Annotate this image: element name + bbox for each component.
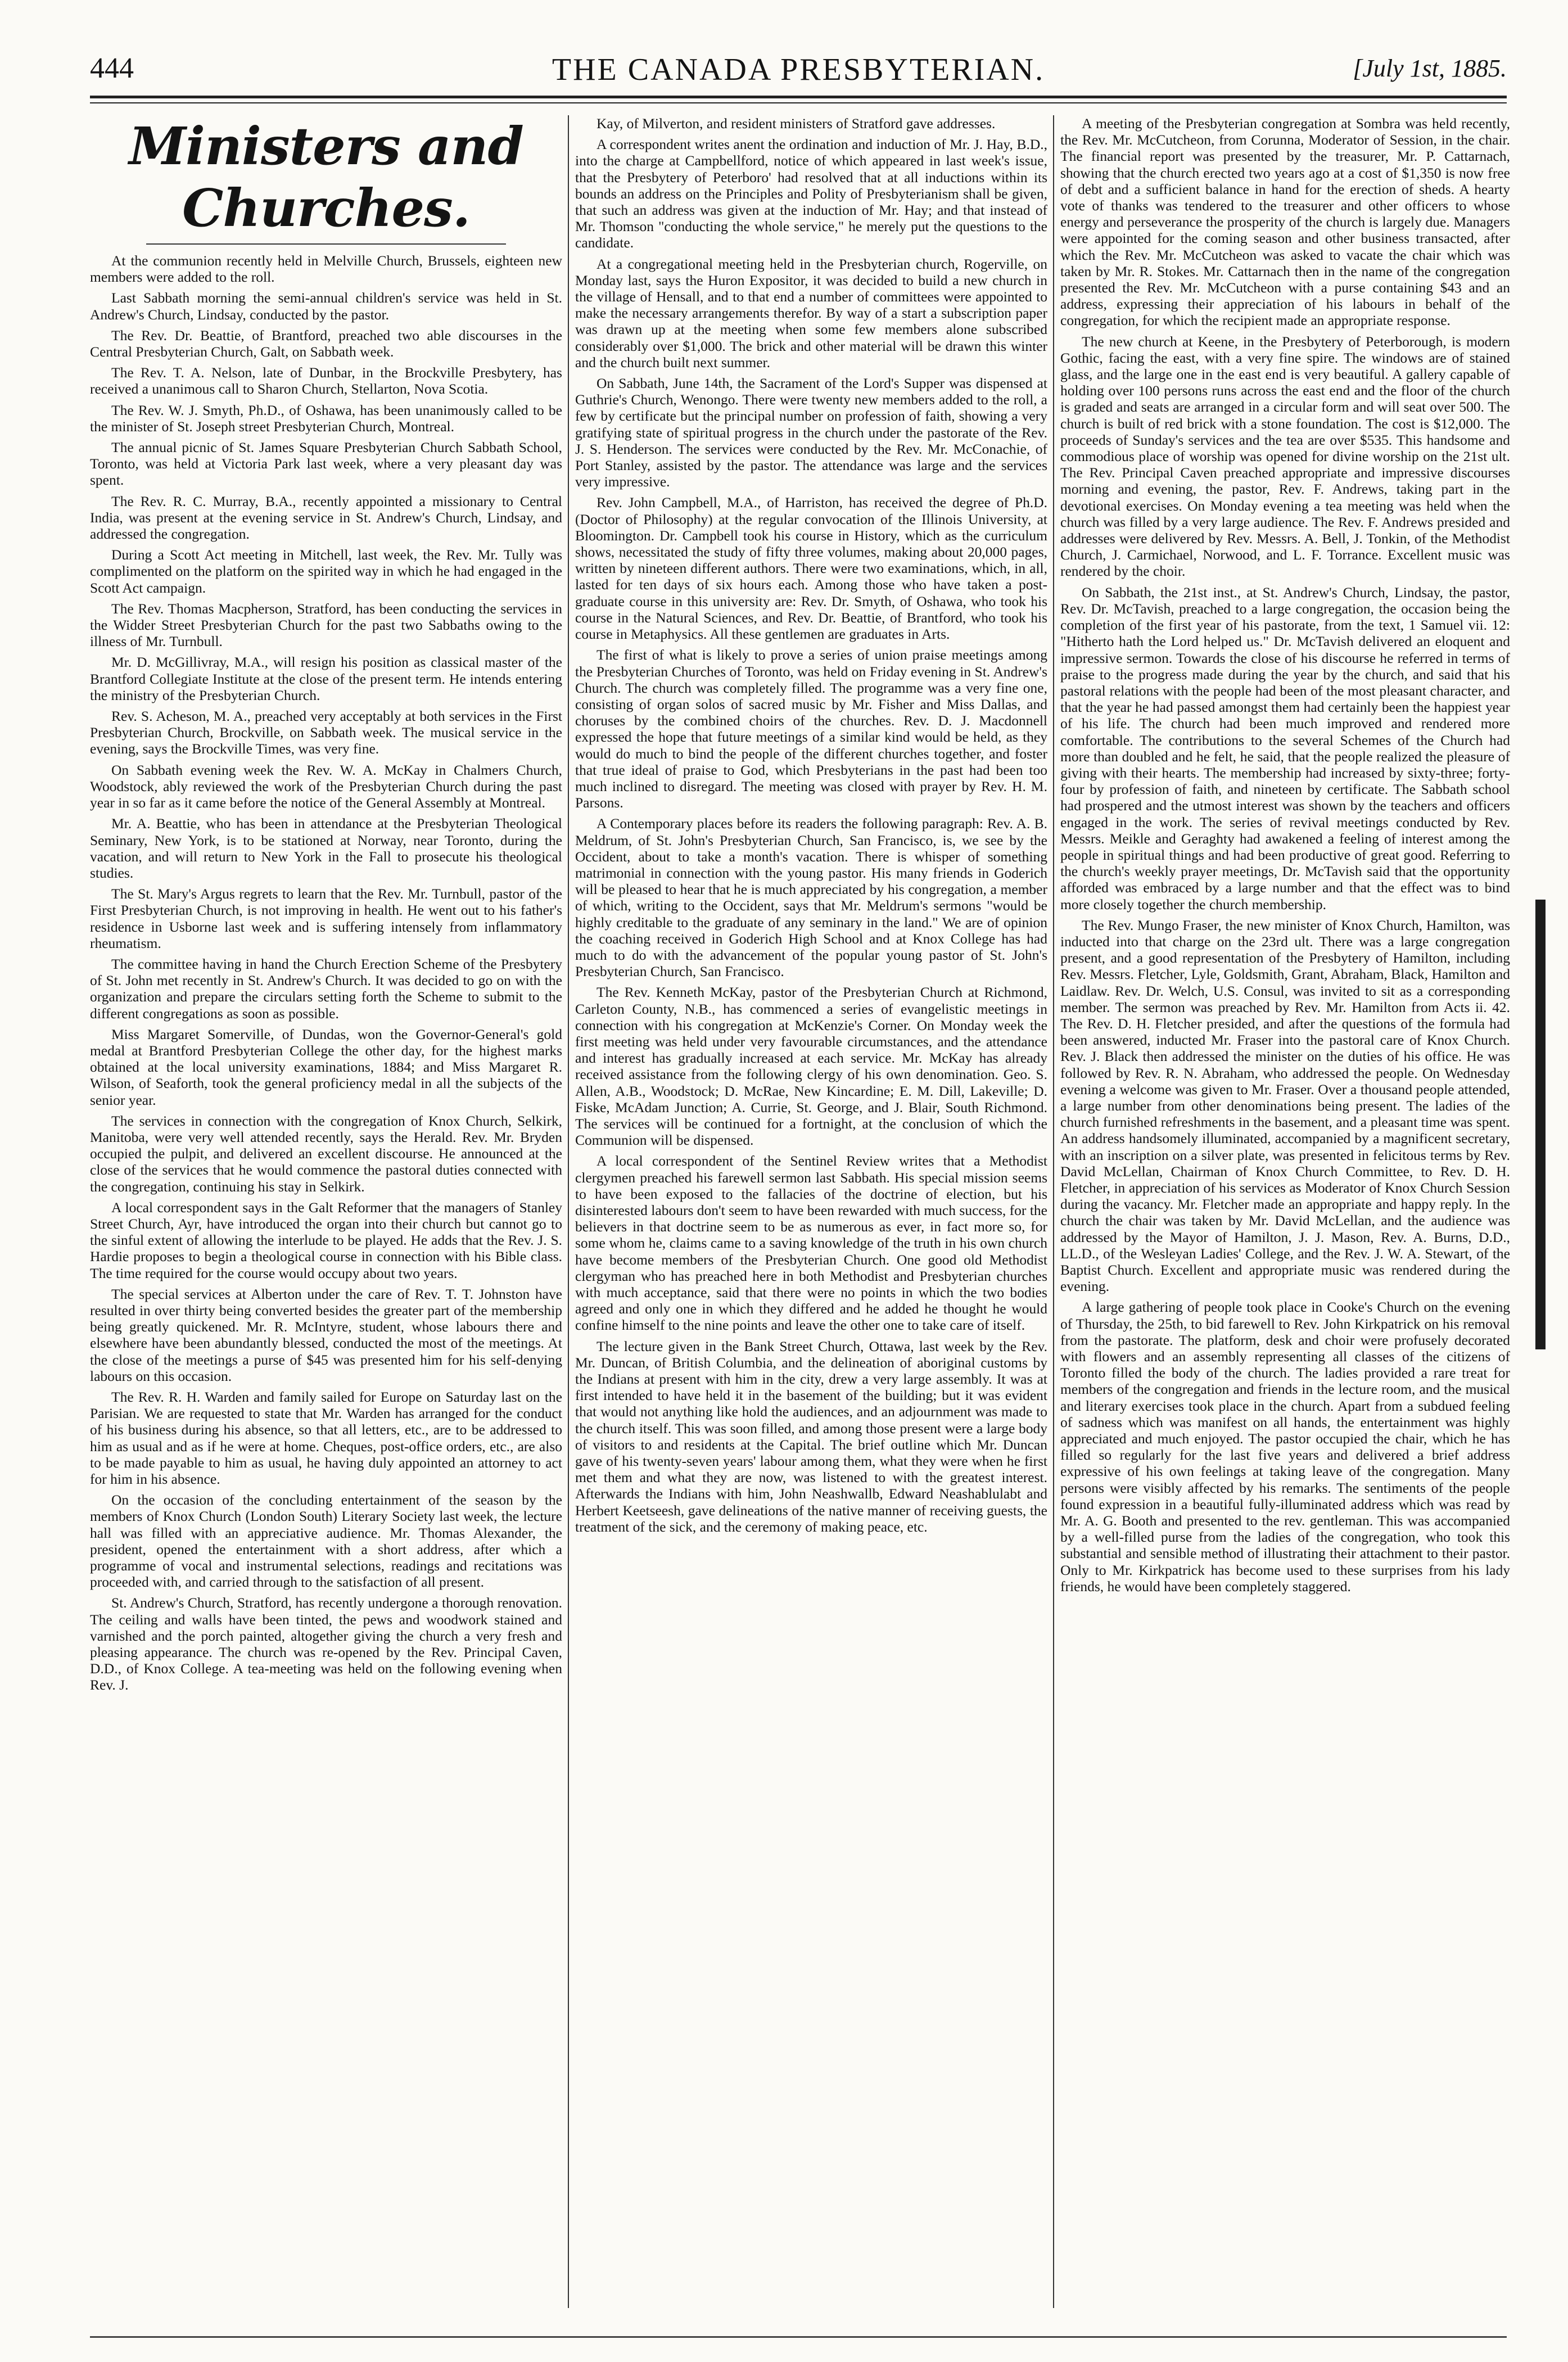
article-paragraph: On Sabbath evening week the Rev. W. A. McKay in Chalmers Church, Woodstock, ably reviewed the work of the Presbyterian Church during the past year in so far as it came before the notice of the General Assembly at Montreal. <box>90 761 562 811</box>
article-paragraph: The Rev. T. A. Nelson, late of Dunbar, in the Brockville Presbytery, has received a unanimous call to Sharon Church, Stellarton, Nova Scotia. <box>90 364 562 398</box>
section-title: Ministers and Churches. <box>129 116 523 238</box>
article-paragraph: Mr. A. Beattie, who has been in attendance at the Presbyterian Theological Seminary, New York, is to be stationed at Norway, near Toronto, during the vacation, and will return to New York in the Fall to prosecute his theological studies. <box>90 815 562 881</box>
article-paragraph: Rev. S. Acheson, M. A., preached very acceptably at both services in the First Presbyterian Church, Brockville, on Sabbath week. The musical service in the evening, says the Brockville Times, was very fine. <box>90 708 562 757</box>
column-1-body <box>90 252 562 1693</box>
article-paragraph: The Rev. Dr. Beattie, of Brantford, preached two able discourses in the Central Presbyterian Church, Galt, on Sabbath week. <box>90 327 562 360</box>
article-paragraph: The Rev. R. H. Warden and family sailed for Europe on Saturday last on the Parisian. We are requested to state that Mr. Warden has arranged for the conduct of his business during his absence, so that all letters, etc., are to be addressed to him as usual and as if he were at home. Cheques, post-office orders, etc., are also to be made payable to him as usual, he having duly appointed an attorney to act for him in his absence. <box>90 1389 562 1488</box>
article-paragraph: Kay, of Milverton, and resident ministers of Stratford gave addresses. <box>597 115 996 132</box>
article-paragraph: The committee having in hand the Church Erection Scheme of the Presbytery of St. John met recently in St. Andrew's Church. It was decided to go on with the organization and prepare the circulars setting forth the Scheme to submit to the different congregations as soon as possible. <box>90 955 562 1022</box>
article-paragraph: The Rev. W. J. Smyth, Ph.D., of Oshawa, has been unanimously called to be the minister of St. Joseph street Presbyterian Church, Montreal. <box>90 401 562 435</box>
article-paragraph: The Rev. Mungo Fraser, the new minister of Knox Church, Hamilton, was inducted into that charge on the 23rd ult. There was a large congregation present, and a good representation of the Presbytery of Hamilton, including Rev. Messrs. Fletcher, Lyle, Goldsmith, Grant, Abraham, Black, Hamilton and Laidlaw. Rev. Dr. Welch, U.S. Consul, was invited to sit as a corresponding member. The sermon was preached by Rev. Mr. Hamilton from Acts ii. 42. The Rev. D. H. Fletcher presided, and after the questions of the formula had been answered, inducted Mr. Fraser into the pastoral care of Knox Church. Rev. J. Black then addressed the minister on the duties of his office. He was followed by Rev. R. N. Abraham, who addressed the people. On Wednesday evening a welcome was given to Mr. Fraser. Over a thousand people attended, a large number from other denominations being present. The ladies of the church furnished refreshments in the basement, and a pleasant time was spent. An address handsomely illuminated, accompanied by a magnificent secretary, with an inscription on a silver plate, was presented in felicitous terms by Rev. David McLellan, Chairman of Knox Church Committee, to Rev. D. H. Fletcher, in appreciation of his services as Moderator of Knox Church Session during the vacancy. Mr. Fletcher made an appropriate and happy reply. In the church the chair was taken by Mr. David McLellan, and the audience was addressed by the Mayor of Hamilton, J. J. Mason, Rev. A. Burns, D.D., LL.D., of the Wesleyan Ladies' College, and the Rev. J. W. A. Stewart, of the Baptist Church. Excellent and appropriate music was rendered during the evening. <box>1060 916 1510 1295</box>
header-rule-thick <box>90 96 1507 98</box>
article-paragraph: A Contemporary places before its readers the following paragraph: Rev. A. B. Meldrum, of St. John's Presbyterian Church, San Francisco, is, we see by the Occident, about to take a month's vacation. There is whisper of something matrimonial in connection with the young pastor. His many friends in Goderich will be pleased to hear that he is much appreciated by his congregation, a member of which, writing to the Occident, says that Mr. Meldrum's sermons "would be highly creditable to the graduate of any seminary in the land." We are of opinion the coaching received in Goderich High School and at Knox College has had much to do with the advancement of the popular young pastor of St. John's Presbyterian Church, San Francisco. <box>575 815 1047 980</box>
header-rule-thin <box>90 102 1507 103</box>
article-paragraph: The first of what is likely to prove a series of union praise meetings among the Presbyterian Churches of Toronto, was held on Friday evening in St. Andrew's Church. The church was completely filled. The programme was a very fine one, consisting of organ solos of sacred music by Mr. Fisher and Miss Dallas, and choruses by the combined choirs of the churches. Rev. D. J. Macdonnell expressed the hope that future meetings of a similar kind would be held, as they would do much to bind the people of the different churches together, and foster that true ideal of praise to God, which Presbyterians in the past had been too much inclined to disregard. The meeting was closed with prayer by Rev. H. M. Parsons. <box>575 647 1047 811</box>
bottom-rule <box>90 2336 1507 2338</box>
article-paragraph: The special services at Alberton under the care of Rev. T. T. Johnston have resulted in over thirty being converted besides the greater part of the membership being greatly quickened. Mr. R. McIntyre, student, whose labours there and elsewhere have been abundantly blessed, conducted the most of the meetings. At the close of the meetings a purse of $45 was presented him for his self-denying labours on this occasion. <box>90 1285 562 1384</box>
article-paragraph: A correspondent writes anent the ordination and induction of Mr. J. Hay, B.D., into the charge at Campbellford, notice of which appeared in last week's issue, that the Presbytery of Peterboro' had resolved that at all inductions within its bounds an address on the Principles and Polity of Presbyterianism shall be given, that such an address was given at the induction of Mr. Hay; and that instead of Mr. Thomson "conducting the whole service," he merely put the questions to the candidate. <box>575 136 1047 251</box>
article-paragraph: The St. Mary's Argus regrets to learn that the Rev. Mr. Turnbull, pastor of the First Presbyterian Church, is not improving in health. He went out to his father's residence in Usborne last week and is suffering intensely from inflammatory rheumatism. <box>90 886 562 951</box>
page-number: 444 <box>90 52 134 84</box>
issue-date: [July 1st, 1885. <box>1353 55 1507 82</box>
article-paragraph: Miss Margaret Somerville, of Dundas, won the Governor-General's gold medal at Brantford Presbyterian College the other day, for the highest marks obtained at the local university examinations, 1884; and Miss Margaret R. Wilson, of Seaforth, took the general proficiency medal in all the subjects of the senior year. <box>90 1026 562 1108</box>
article-paragraph: On Sabbath, the 21st inst., at St. Andrew's Church, Lindsay, the pastor, Rev. Dr. McTavish, preached to a large congregation, the occasion being the completion of the first year of his pastorate, from the text, 1 Samuel vii. 12: "Hitherto hath the Lord helped us." Dr. McTavish delivered an eloquent and impressive sermon. Towards the close of his discourse he referred in terms of praise to the progress made during the year by the church, and said that his pastoral relations with the people had been of the most pleasant character, and that the year he had passed amongst them had certainly been the happiest year of his life. The church had been much improved and rendered more comfortable. The contributions to the several Schemes of the Church had more than doubled and he felt, he said, that the people realized the pleasure of giving with their hearts. The membership had increased by sixty-three; forty-four by profession of faith, and nineteen by certificate. The Sabbath school had prospered and the utmost interest was shown by the teachers and officers engaged in the work. The series of revival meetings conducted by Rev. Messrs. Meikle and Geraghty had awakened a feeling of interest among the people in spiritual things and had been productive of great good. Referring to the church's weekly prayer meetings, Dr. McTavish said that the opportunity afforded was embraced by a large number and that the effect was to bind more closely together the church membership. <box>1060 584 1510 913</box>
article-paragraph: During a Scott Act meeting in Mitchell, last week, the Rev. Mr. Tully was complimented on the platform on the spirited way in which he had engaged in the Scott Act campaign. <box>90 547 562 596</box>
article-paragraph: The annual picnic of St. James Square Presbyterian Church Sabbath School, Toronto, was held at Victoria Park last week, where a very pleasant day was spent. <box>90 439 562 489</box>
article-paragraph: At a congregational meeting held in the Presbyterian church, Rogerville, on Monday last, says the Huron Expositor, it was decided to build a new church in the village of Hensall, and to that end a number of committees were appointed to make the necessary arrangements therefor. By way of a start a subscription paper was drawn up at the meeting when some few members alone subscribed considerably over $1,000. The brick and other material will be drawn this winter and the church built next summer. <box>575 255 1047 371</box>
article-paragraph: St. Andrew's Church, Stratford, has recently undergone a thorough renovation. The ceiling and walls have been tinted, the pews and woodwork stained and varnished and the porch painted, altogether giving the church a very fresh and pleasing appearance. The church was re-opened by the Rev. Principal Caven, D.D., of Knox College. A tea-meeting was held on the following evening when Rev. J. <box>90 1595 562 1693</box>
article-paragraph: The services in connection with the congregation of Knox Church, Selkirk, Manitoba, were very well attended recently, says the Herald. Rev. Mr. Bryden occupied the pulpit, and delivered an excellent discourse. He announced at the close of the services that he would commence the pastoral duties connected with the congregation, continuing his stay in Selkirk. <box>90 1112 562 1195</box>
section-title-rule <box>146 243 506 245</box>
article-paragraph: The lecture given in the Bank Street Church, Ottawa, last week by the Rev. Mr. Duncan, of British Columbia, and the delineation of aboriginal customs by the Indians at present with him in the city, drew a very large assembly. It was at first intended to have held it in the basement of the building; but it was evident that would not anything like hold the audiences, and an adjournment was made to the church itself. This was soon filled, and among those present were a large body of visitors to and residents at the Capital. The brief outline which Mr. Duncan gave of his twenty-seven years' labour among them, what they were when he first met them and what they are now, was listened to with the greatest interest. Afterwards the Indians with him, John Neashwallb, Edward Neashablulabt and Herbert Keetseesh, gave delineations of the native manner of receiving guests, the treatment of the sick, and the ceremony of making peace, etc. <box>575 1338 1047 1535</box>
article-paragraph: At the communion recently held in Melville Church, Brussels, eighteen new members were added to the roll. <box>90 252 562 286</box>
column-2 <box>575 115 1047 1539</box>
column-1 <box>90 115 562 1698</box>
article-paragraph: The Rev. R. C. Murray, B.A., recently appointed a missionary to Central India, was present at the evening service in St. Andrew's Church, Lindsay, and addressed the congregation. <box>90 493 562 543</box>
article-paragraph: Last Sabbath morning the semi-annual children's service was held in St. Andrew's Church, Lindsay, conducted by the pastor. <box>90 290 562 323</box>
article-paragraph: On the occasion of the concluding entertainment of the season by the members of Knox Church (London South) Literary Society last week, the lecture hall was filled with an appreciative audience. Mr. Thomas Alexander, the president, opened the entertainment with a short address, after which a programme of vocal and instrumental selections, readings and recitations was proceeded with, and carried through to the satisfaction of all present. <box>90 1492 562 1591</box>
article-paragraph: The Rev. Kenneth McKay, pastor of the Presbyterian Church at Richmond, Carleton County, N.B., has commenced a series of evangelistic meetings in connection with his congregation at McKenzie's Corner. On Monday week the first meeting was held under very favourable circumstances, and the attendance and interest has gradually increased at each service. Mr. McKay has already received assistance from the following clergy of his own denomination. Geo. S. Allen, A.B., Woodstock; D. McRae, New Kincardine; E. M. Dill, Lakeville; D. Fiske, McAdam Junction; A. Currie, St. George, and J. Blair, South Richmond. The services will be continued for a fortnight, at the conclusion of which the Communion will be dispensed. <box>575 984 1047 1149</box>
column-3 <box>1060 115 1510 1599</box>
publication-title: THE CANADA PRESBYTERIAN. <box>552 52 1045 87</box>
page-header <box>90 52 1507 91</box>
article-paragraph: The Rev. Thomas Macpherson, Stratford, has been conducting the services in the Widder Street Presbyterian Church for the past two Sabbaths owing to the illness of Mr. Turnbull. <box>90 600 562 650</box>
column-divider <box>1053 115 1054 2308</box>
article-paragraph: A meeting of the Presbyterian congregation at Sombra was held recently, the Rev. Mr. McCutcheon, from Corunna, Moderator of Session, in the chair. The financial report was presented by the treasurer, Mr. P. Cattarnach, showing that the church erected two years ago at a cost of $1,350 is now free of debt and a sufficient balance in hand for the erection of sheds. A hearty vote of thanks was tendered to the treasurer and other officers to whose energy and perseverance the prosperity of the church is largely due. Managers were appointed for the coming season and other business transacted, after which the Rev. Mr. McCutcheon was asked to vacate the chair which was taken by Mr. R. Stokes. Mr. Cattarnach then in the name of the congregation presented the Rev. Mr. McCutcheon with a purse containing $43 and an address, expressing their appreciation of his labours in behalf of the congregation, for which the recipient made an appropriate response. <box>1060 115 1510 329</box>
column-2-body <box>575 115 1047 1535</box>
article-paragraph: Mr. D. McGillivray, M.A., will resign his position as classical master of the Brantford Collegiate Institute at the close of the present term. He intends entering the ministry of the Presbyterian Church. <box>90 654 562 703</box>
article-paragraph: The new church at Keene, in the Presbytery of Peterborough, is modern Gothic, facing the east, with a very fine spire. The windows are of stained glass, and the large one in the east end is very beautiful. A gallery capable of holding over 100 persons runs across the east end and the floor of the church is graded and seats are arranged in a circular form and will seat over 500. The church is built of red brick with a stone foundation. The cost is $12,000. The proceeds of Sunday's services and the tea are over $535. This handsome and commodious place of worship was opened for divine worship on the 21st ult. The Rev. Principal Caven preached appropriate and impressive discourses morning and evening, the pastor, Rev. F. Andrews, taking part in the devotional exercises. On Monday evening a tea meeting was held when the church was filled by a very large audience. The Rev. F. Andrews presided and addresses were delivered by Rev. Messrs. A. Bell, J. Tonkin, of the Methodist Church, J. Carmichael, Norwood, and L. F. Torrance. Excellent music was rendered by the choir. <box>1060 333 1510 580</box>
article-paragraph: On Sabbath, June 14th, the Sacrament of the Lord's Supper was dispensed at Guthrie's Church, Wenongo. There were twenty new members added to the roll, a few by certificate but the principal number on profession of faith, showing a very gratifying state of spiritual progress in the church under the pastorate of the Rev. J. S. Henderson. The services were conducted by the Rev. Mr. McConachie, of Port Stanley, assisted by the pastor. The attendance was large and the services very impressive. <box>575 375 1047 490</box>
article-paragraph: A local correspondent of the Sentinel Review writes that a Methodist clergymen preached his farewell sermon last Sabbath. His special mission seems to have been exposed to the fallacies of the doctrine of election, but his disinterested labours don't seem to have been rewarded with much success, for the believers in that doctrine seem to be as numerous as ever, in fact more so, for some whom he, claims came to a saving knowledge of the truth in his own church have become members of the Presbyterian Church. One good old Methodist clergyman who has preached here in both Methodist and Presbyterian churches with much acceptance, said that there were no points in which the two bodies agreed and only one in which they differed and he added he thought he would confine himself to the nine points and leave the other one to take care of itself. <box>575 1153 1047 1334</box>
article-paragraph: A local correspondent says in the Galt Reformer that the managers of Stanley Street Church, Ayr, have introduced the organ into their church but cannot go to the sinful extent of allowing the interlude to be played. He adds that the Rev. J. S. Hardie proposes to begin a theological course in connection with his Bible class. The time required for the course would occupy about two years. <box>90 1199 562 1281</box>
scan-edge-mark <box>1535 900 1546 1349</box>
column-3-body <box>1060 115 1510 1595</box>
column-divider <box>568 115 569 2308</box>
article-paragraph: Rev. John Campbell, M.A., of Harriston, has received the degree of Ph.D. (Doctor of Philosophy) at the regular convocation of the Illinois University, at Bloomington. Dr. Campbell took his course in History, which as the curriculum shows, necessitated the study of fifty three volumes, making about 20,000 pages, written by nineteen different authors. There were two examinations, which, in all, lasted for ten days of six hours each. Among those who have taken a post-graduate course in this university are: Rev. Dr. Smyth, of Oshawa, who took his course in the Natural Sciences, and Rev. Dr. Beattie, of Brantford, who took his course in Metaphysics. All these gentlemen are graduates in Arts. <box>575 494 1047 643</box>
article-paragraph: A large gathering of people took place in Cooke's Church on the evening of Thursday, the 25th, to bid farewell to Rev. John Kirkpatrick on his removal from the pastorate. The platform, desk and choir were profusely decorated with flowers and an assembly representing all classes of the citizens of Toronto filled the body of the church. The ladies provided a rare treat for members of the congregation and friends in the lecture room, and the musical and literary exercises took place in the church. Apart from a subdued feeling of sadness which was manifest on all hands, the entertainment was highly appreciated and much enjoyed. The pastor occupied the chair, which he has filled so regularly for the last five years and delivered a brief address expressive of his own feelings at taking leave of the congregation. Many persons were visibly affected by his remarks. The sentiments of the people found expression in a beautiful fully-illuminated address which was read by Mr. A. G. Booth and presented to the rev. gentleman. This was accompanied by a well-filled purse from the ladies of the congregation, who took this substantial and sensible method of illustrating their attachment to their pastor. Only to Mr. Kirkpatrick has become used to these surprises from his lady friends, he would have been completely staggered. <box>1060 1299 1510 1595</box>
